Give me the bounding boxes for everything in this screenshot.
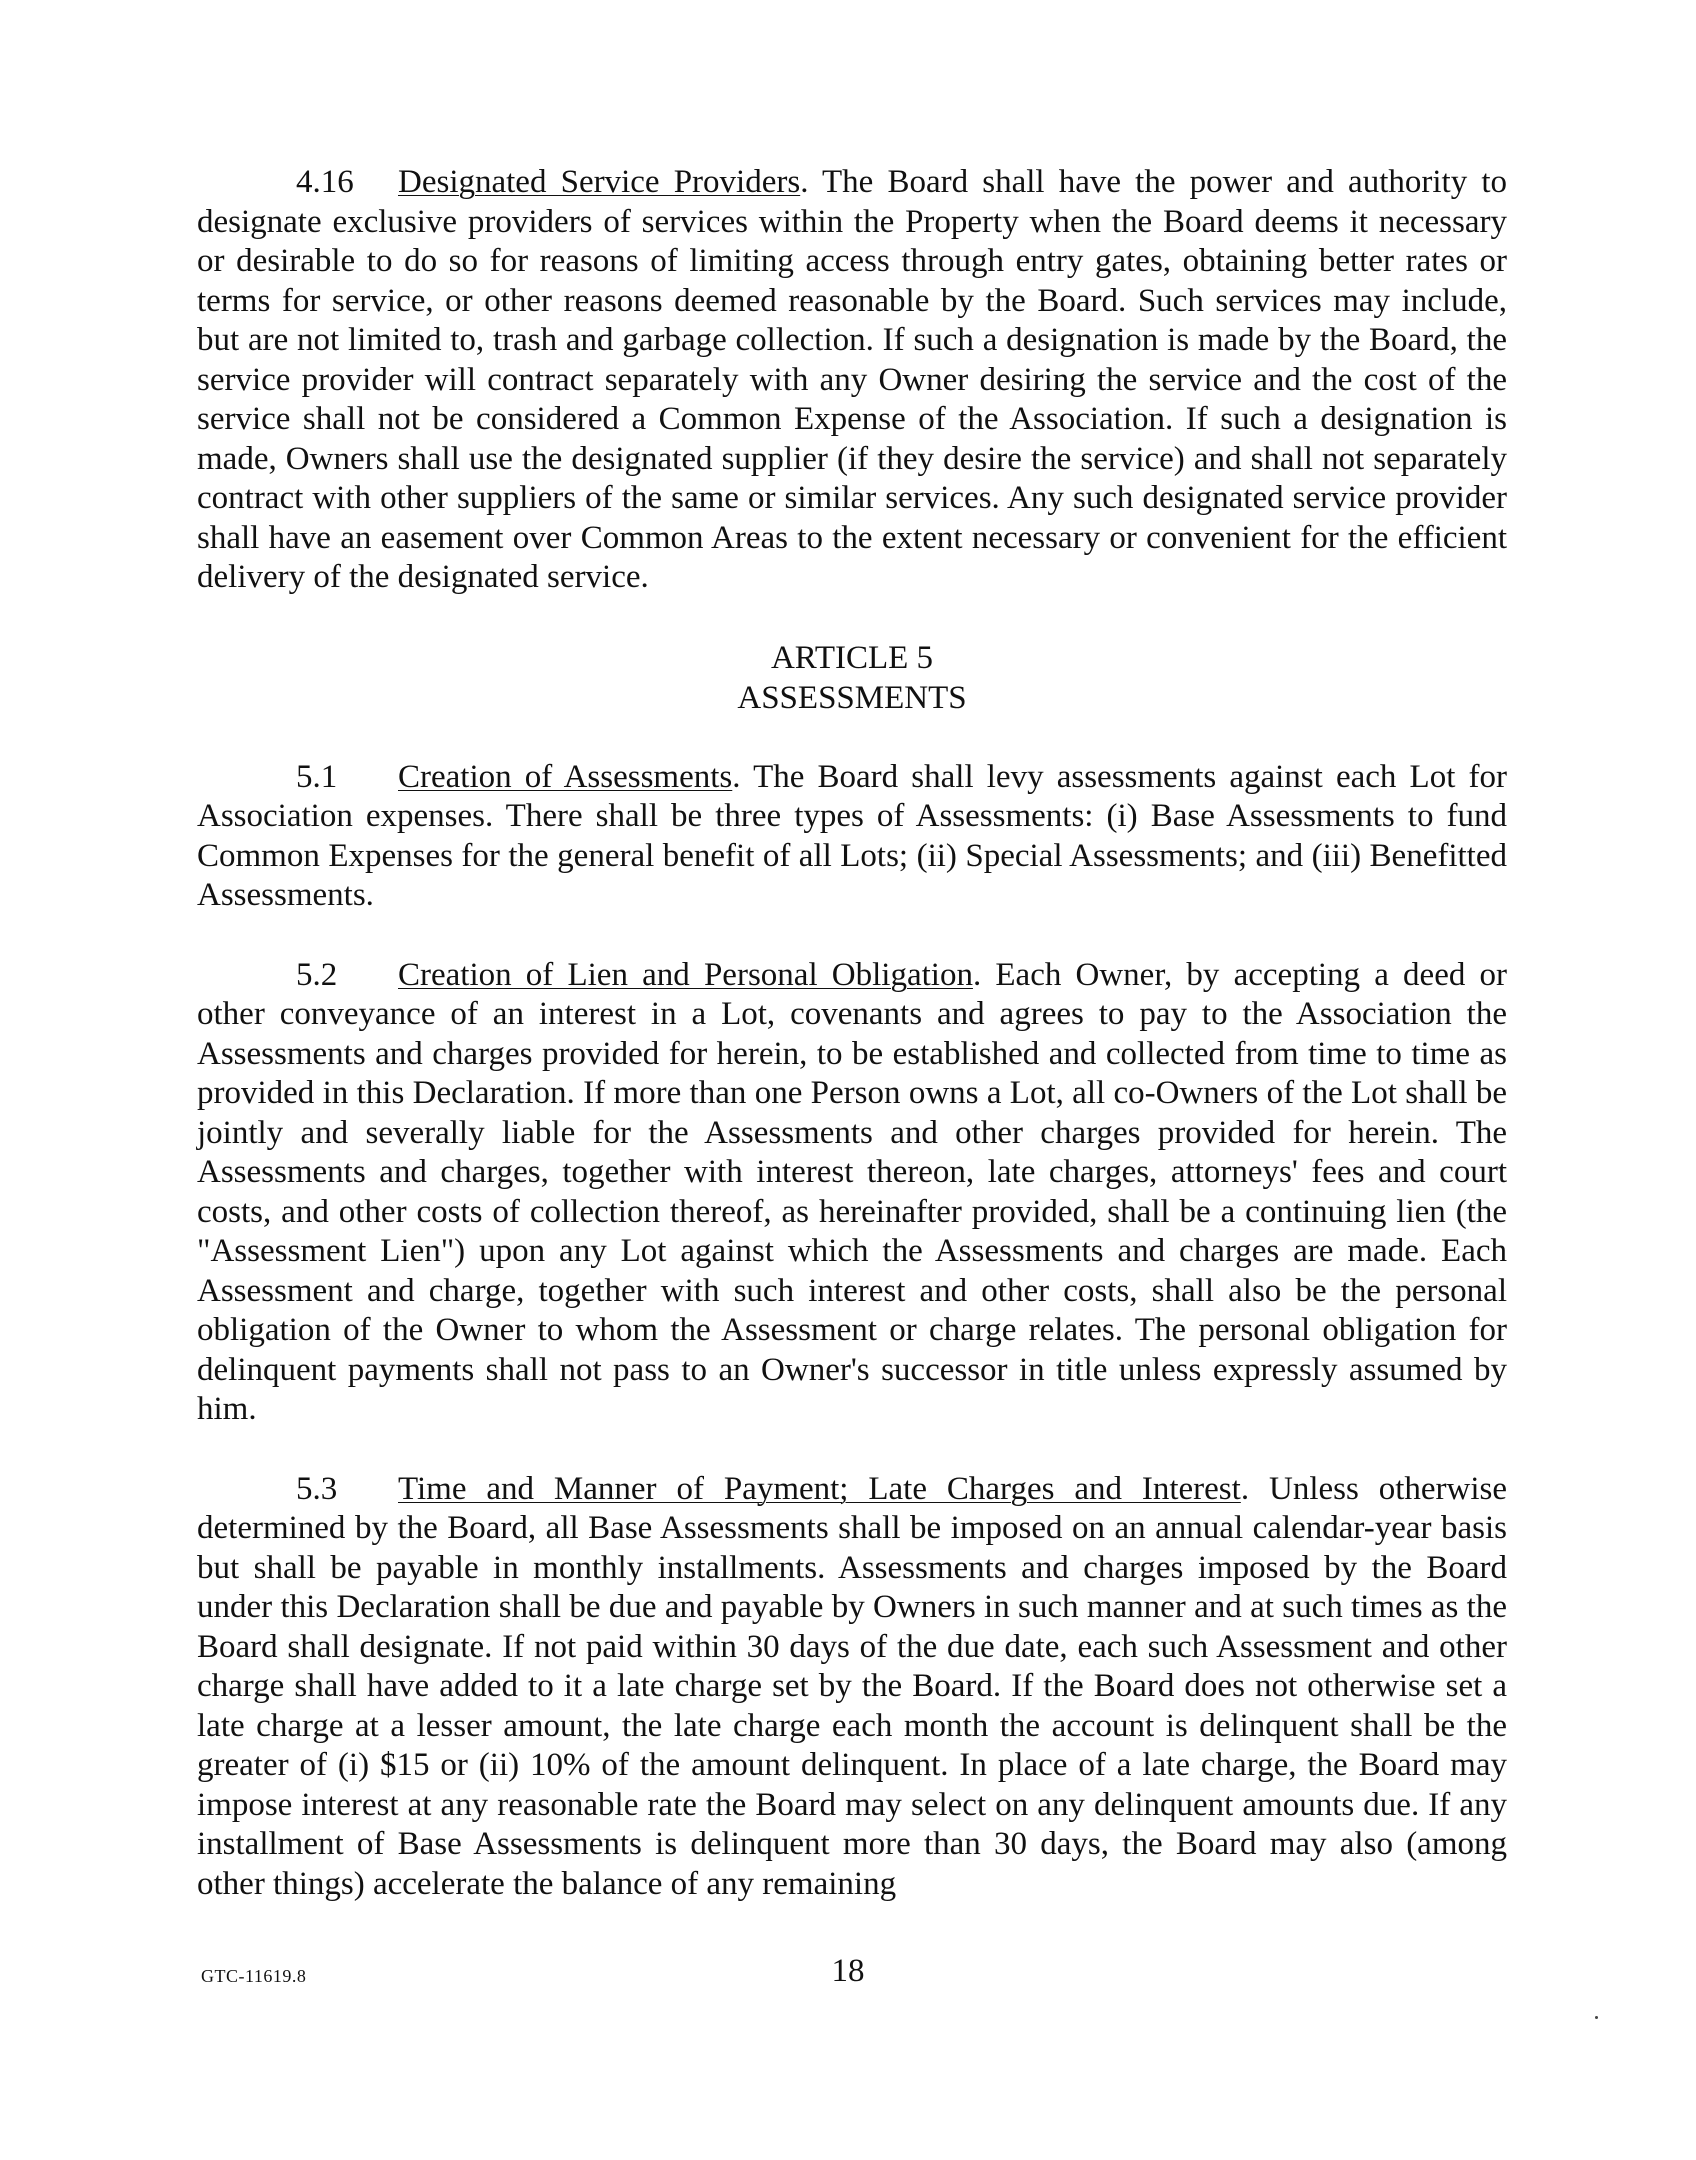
section-5-1: 5.1 Creation of Assessments. The Board shall levy assessments against each Lot for Association expenses. There shall be three types of Assessments: (i) Base Assessments to fund Common Expenses for the general benefit of all Lots; (ii) Special Assessments; and (iii) Benefitted Assessments. <box>197 758 1507 913</box>
section-5-2: 5.2 Creation of Lien and Personal Obligation. Each Owner, by accepting a deed or other conveyance of an interest in a Lot, covenants and agrees to pay to the Association the Assessments and charges provided for herein, to be established and collected from time to time as provided in this Declaration. If more than one Person owns a Lot, all co-Owners of the Lot shall be jointly and severally liable for the Assessments and other charges provided for herein. The Assessments and charges, together with interest thereon, late charges, attorneys' fees and court costs, and other costs of collection thereof, as hereinafter provided, shall be a continuing lien (the "Assessment Lien") upon any Lot against which the Assessments and charges are made. Each Assessment and charge, together with such interest and other costs, shall also be the personal obligation of the Owner to whom the Assessment or charge relates. The personal obligation for delinquent payments shall not pass to an Owner's successor in title unless expressly assumed by him. <box>197 956 1508 1427</box>
section-number: 5.1 <box>296 758 338 795</box>
section-text: Each Owner, by accepting a deed or other conveyance of an interest in a Lot, covenants and agrees to pay to the Association the Assessments and charges provided for herein, to be established and collected from time to time as provided in this Declaration. If more than one Person owns a Lot, all co-Owners of the Lot shall be jointly and severally liable for the Assessments and other charges provided for herein. The Assessments and charges, together with interest thereon, late charges, attorneys' fees and court costs, and other costs of collection thereof, as hereinafter provided, shall be a continuing lien (the "Assessment Lien") upon any Lot against which the Assessments and charges are made. Each Assessment and charge, together with such interest and other costs, shall also be the personal obligation of the Owner to whom the Assessment or charge relates. The personal obligation for delinquent payments shall not pass to an Owner's successor in title unless expressly assumed by him. <box>197 956 1508 1427</box>
article-title: ASSESSMENTS <box>737 679 967 716</box>
section-heading: Creation of Lien and Personal Obligation <box>398 956 973 993</box>
section-number: 5.3 <box>296 1470 338 1507</box>
footer-document-id: GTC-11619.8 <box>201 1966 307 1986</box>
section-number: 4.16 <box>296 164 354 200</box>
section-text: Unless otherwise determined by the Board, all Base Assessments shall be imposed on an annual calendar-year basis but shall be payable in monthly installments. Assessments and charges imposed by the Board under this Declaration shall be due and payable by Owners in such manner and at such times as the Board shall designate. If not paid within 30 days of the due date, each such Assessment and other charge shall have added to it a late charge set by the Board. If the Board does not otherwise set a late charge at a lesser amount, the late charge each month the account is delinquent shall be the greater of (i) $15 or (ii) 10% of the amount delinquent. In place of a late charge, the Board may impose interest at any reasonable rate the Board may select on any delinquent amounts due. If any installment of Base Assessments is delinquent more than 30 days, the Board may also (among other things) accelerate the balance of any remaining <box>197 1470 1508 1902</box>
document-body <box>197 163 1507 1944</box>
section-heading: Designated Service Providers <box>398 164 801 200</box>
article-heading <box>197 638 1507 718</box>
section-heading: Creation of Assessments <box>398 758 733 795</box>
section-4-16: 4.16 Designated Service Providers. The Board shall have the power and authority to designate exclusive providers of services within the Property when the Board deems it necessary or desirable to do so for reasons of limiting access through entry gates, obtaining better rates or terms for service, or other reasons deemed reasonable by the Board. Such services may include, but are not limited to, trash and garbage collection. If such a designation is made by the Board, the service provider will contract separately with any Owner desiring the service and the cost of the service shall not be considered a Common Expense of the Association. If such a designation is made, Owners shall use the designated supplier (if they desire the service) and shall not separately contract with other suppliers of the same or similar services. Any such designated service provider shall have an easement over Common Areas to the extent necessary or convenient for the efficient delivery of the designated service. <box>197 164 1508 595</box>
footer-page-number: 18 <box>831 1953 865 1989</box>
section-text: The Board shall have the power and authority to designate exclusive providers of services within the Property when the Board deems it necessary or desirable to do so for reasons of limiting access through entry gates, obtaining better rates or terms for service, or other reasons deemed reasonable by the Board. Such services may include, but are not limited to, trash and garbage collection. If such a designation is made by the Board, the service provider will contract separately with any Owner desiring the service and the cost of the service shall not be considered a Common Expense of the Association. If such a designation is made, Owners shall use the designated supplier (if they desire the service) and shall not separately contract with other suppliers of the same or similar services. Any such designated service provider shall have an easement over Common Areas to the extent necessary or convenient for the efficient delivery of the designated service. <box>197 164 1508 595</box>
section-heading: Time and Manner of Payment; Late Charges and Interest <box>398 1470 1241 1507</box>
section-text: The Board shall levy assessments against each Lot for Association expenses. There shall be three types of Assessments: (i) Base Assessments to fund Common Expenses for the general benefit of all Lots; (ii) Special Assessments; and (iii) Benefitted Assessments. <box>197 758 1507 913</box>
section-5-3: 5.3 Time and Manner of Payment; Late Charges and Interest. Unless otherwise determined by the Board, all Base Assessments shall be imposed on an annual calendar-year basis but shall be payable in monthly installments. Assessments and charges imposed by the Board under this Declaration shall be due and payable by Owners in such manner and at such times as the Board shall designate. If not paid within 30 days of the due date, each such Assessment and other charge shall have added to it a late charge set by the Board. If the Board does not otherwise set a late charge at a lesser amount, the late charge each month the account is delinquent shall be the greater of (i) $15 or (ii) 10% of the amount delinquent. In place of a late charge, the Board may impose interest at any reasonable rate the Board may select on any delinquent amounts due. If any installment of Base Assessments is delinquent more than 30 days, the Board may also (among other things) accelerate the balance of any remaining <box>197 1470 1508 1902</box>
article-number: ARTICLE 5 <box>770 639 934 676</box>
section-number: 5.2 <box>296 956 338 993</box>
scan-speck <box>1595 2016 1598 2019</box>
